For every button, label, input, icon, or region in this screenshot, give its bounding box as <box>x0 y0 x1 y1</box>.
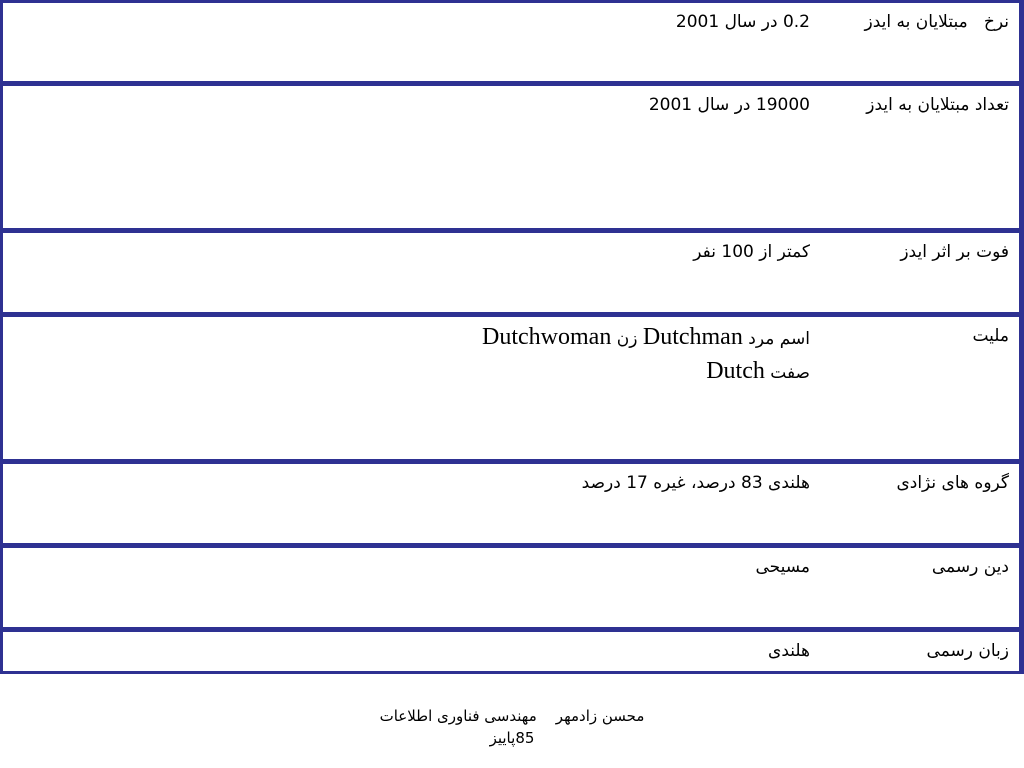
table-row <box>3 86 1024 228</box>
nationality-adjective-line <box>13 355 810 389</box>
value-cell <box>3 86 820 228</box>
label-text: گروه های نژادی <box>896 473 1009 493</box>
table-row <box>3 548 1024 627</box>
label-text: دین رسمی <box>931 557 1009 577</box>
label-cell <box>820 464 1019 543</box>
footer <box>0 705 1024 749</box>
table-row <box>3 464 1024 543</box>
label-text: تعداد مبتلایان به ایدز <box>866 95 1009 115</box>
value-text: 19000 در سال 2001 <box>648 95 810 115</box>
label-text: ملیت <box>972 326 1009 346</box>
table-row <box>3 3 1024 81</box>
label-cell <box>820 3 1019 81</box>
nationality-noun-line <box>13 321 810 355</box>
dutchwoman-text: Dutchwoman <box>482 324 612 350</box>
value-cell <box>3 3 820 81</box>
table-row <box>3 317 1024 459</box>
dutchman-text: Dutchman <box>642 324 743 350</box>
label-text: زبان رسمی <box>926 641 1009 661</box>
value-text: مسیحی <box>755 557 810 577</box>
label-text: فوت بر اثر ایدز <box>900 242 1009 262</box>
value-cell <box>3 317 820 459</box>
table-row <box>3 632 1024 671</box>
value-text: کمتر از 100 نفر <box>693 242 810 262</box>
noun-label: اسم مرد <box>748 329 810 349</box>
adjective-label: صفت <box>770 363 810 383</box>
label-text: نرخ مبتلایان به ایدز <box>864 12 1009 32</box>
value-text: 0.2 در سال 2001 <box>675 12 810 32</box>
woman-label: زن <box>616 329 638 349</box>
dutch-text: Dutch <box>706 358 765 384</box>
label-cell <box>820 632 1019 671</box>
label-cell <box>820 548 1019 627</box>
value-cell <box>3 548 820 627</box>
label-cell <box>820 317 1019 459</box>
table-row <box>3 233 1024 312</box>
value-text: هلندی 83 درصد، غیره 17 درصد <box>581 473 810 493</box>
value-cell <box>3 464 820 543</box>
label-cell <box>820 86 1019 228</box>
label-cell <box>820 233 1019 312</box>
value-cell <box>3 233 820 312</box>
footer-date-line: 85پاییز <box>489 729 535 747</box>
footer-author-line: محسن زادمهر مهندسی فناوری اطلاعات <box>379 707 645 725</box>
value-cell <box>3 632 820 671</box>
value-text: هلندی <box>768 641 810 661</box>
